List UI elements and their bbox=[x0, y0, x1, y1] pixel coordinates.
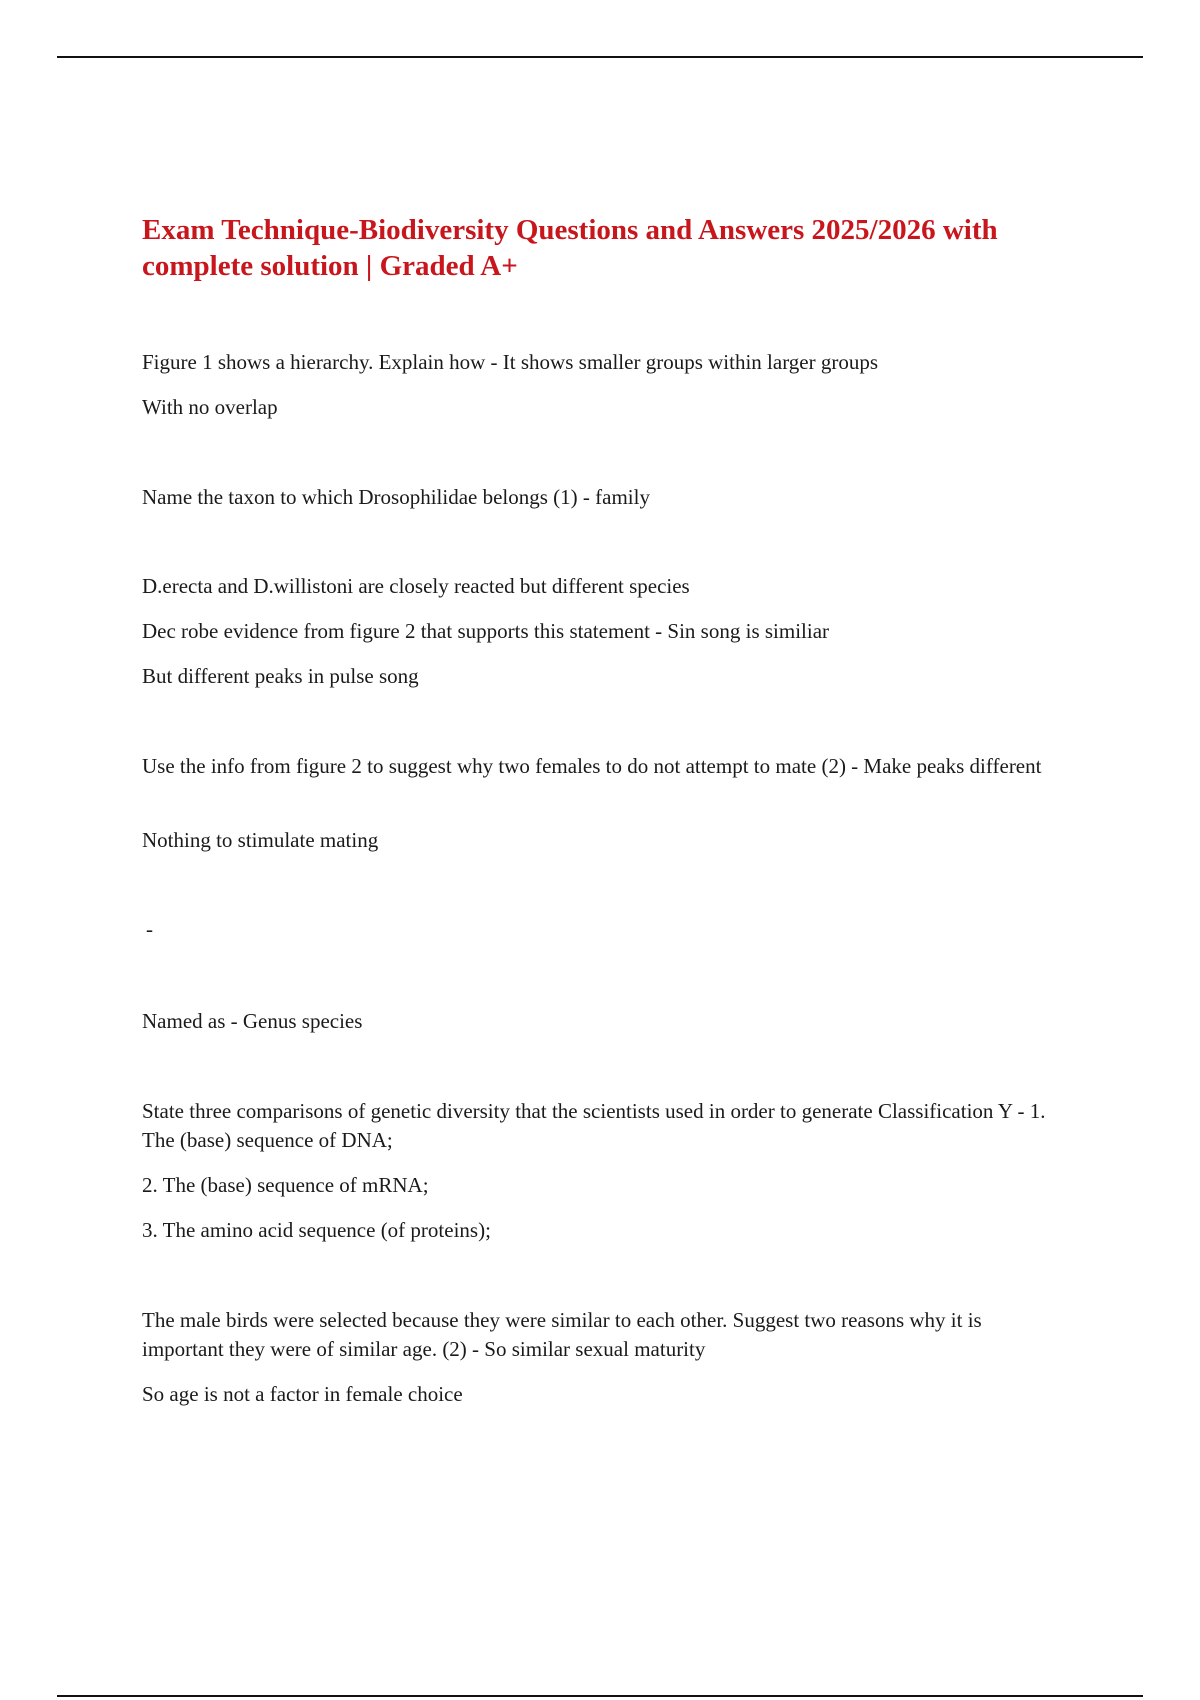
paragraph-birds-question: The male birds were selected because they were similar to each other. Suggest two reasons why it is important they were of similar age. (2) - So similar sexual maturity bbox=[142, 1308, 982, 1361]
paragraph-taxon-question: Name the taxon to which Drosophilidae belongs (1) - family bbox=[142, 485, 650, 509]
paragraph-birds-answer: So age is not a factor in female choice bbox=[142, 1382, 463, 1406]
paragraph-genetic-answer-3: 3. The amino acid sequence (of proteins); bbox=[142, 1218, 491, 1242]
paragraph-mating-answer: Nothing to stimulate mating bbox=[142, 828, 379, 852]
paragraph-mating-question: Use the info from figure 2 to suggest why two females to do not attempt to mate (2) - Make peaks different bbox=[142, 754, 1042, 778]
footer-rule bbox=[57, 1695, 1143, 1697]
paragraph-genetic-question: State three comparisons of genetic diversity that the scientists used in order to generate Classification Y - 1. The (base) sequence of DNA; bbox=[142, 1099, 1046, 1152]
paragraph-hierarchy-answer: With no overlap bbox=[142, 395, 278, 419]
paragraph-hierarchy-question: Figure 1 shows a hierarchy. Explain how - It shows smaller groups within larger groups bbox=[142, 350, 879, 374]
paragraph-species-answer: But different peaks in pulse song bbox=[142, 664, 419, 688]
header-rule bbox=[57, 56, 1143, 58]
paragraph-naming: Named as - Genus species bbox=[142, 1009, 363, 1033]
document-title: Exam Technique-Biodiversity Questions and Answers 2025/2026 with complete solution | Graded A+ bbox=[142, 214, 998, 282]
paragraph-species-statement: D.erecta and D.willistoni are closely reacted but different species bbox=[142, 574, 690, 598]
paragraph-genetic-answer-2: 2. The (base) sequence of mRNA; bbox=[142, 1173, 429, 1197]
paragraph-species-evidence: Dec robe evidence from figure 2 that supports this statement - Sin song is similiar bbox=[142, 619, 830, 643]
paragraph-dash: - bbox=[146, 917, 153, 941]
